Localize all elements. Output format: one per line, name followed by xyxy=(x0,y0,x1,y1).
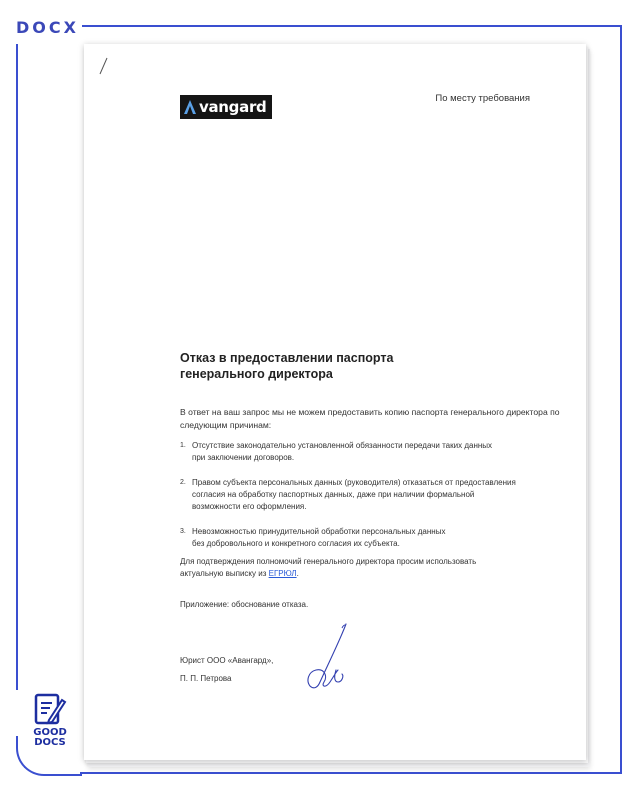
conclusion-line2 xyxy=(180,568,560,580)
frame-top-line xyxy=(82,25,622,27)
frame-right-line xyxy=(620,25,622,774)
good-docs-text-line2: DOCS xyxy=(34,737,66,748)
addressee: По месту требования xyxy=(435,93,530,104)
brand-logo-docx: DOCX xyxy=(16,18,79,37)
list-item-line: согласия на обработку паспортных данных, даже при наличии формальной xyxy=(192,490,475,499)
company-logo-text: vangard xyxy=(199,98,267,116)
signer-name: П. П. Петрова xyxy=(180,674,232,683)
company-logo xyxy=(180,95,272,119)
letter-page xyxy=(84,44,586,760)
list-item-line: Отсутствие законодательно установленной обязанности передачи таких данных xyxy=(192,441,493,450)
conclusion-period: . xyxy=(296,569,299,578)
reasons-list xyxy=(180,440,560,563)
frame-left-line xyxy=(16,44,18,704)
conclusion-line1: Для подтверждения полномочий генерального директора просим использовать xyxy=(180,557,477,566)
company-logo-mark-icon xyxy=(184,100,196,114)
frame-bottom-line xyxy=(80,772,622,774)
letter-conclusion xyxy=(180,556,560,580)
list-item-number: 3. xyxy=(180,528,186,535)
list-item-line: Невозможностью принудительной обработки персональных данных xyxy=(192,527,446,536)
list-item xyxy=(180,440,560,464)
list-item-line: возможности его оформления. xyxy=(192,502,307,511)
handwritten-signature xyxy=(296,620,356,694)
letter-title xyxy=(180,350,510,382)
signer-position: Юрист ООО «Авангард», xyxy=(180,656,274,665)
egrul-link[interactable]: ЕГРЮЛ xyxy=(268,569,297,578)
list-item xyxy=(180,477,560,513)
list-item xyxy=(180,526,560,550)
conclusion-line2-text: актуальную выписку из xyxy=(180,569,269,578)
good-docs-text-line1: GOOD xyxy=(33,727,67,738)
letter-title-line2: генерального директора xyxy=(180,367,333,381)
pen-stroke-mark xyxy=(98,56,110,76)
list-item-line: без добровольного и конкретного согласия их субъекта. xyxy=(192,539,400,548)
document-pen-icon xyxy=(33,692,67,728)
good-docs-logo xyxy=(26,692,74,748)
letter-title-line1: Отказ в предоставлении паспорта xyxy=(180,351,394,365)
list-item-number: 1. xyxy=(180,442,186,449)
attachment-note: Приложение: обоснование отказа. xyxy=(180,600,309,609)
list-item-number: 2. xyxy=(180,479,186,486)
list-item-line: Правом субъекта персональных данных (руководителя) отказаться от предоставления xyxy=(192,478,516,487)
letter-intro: В ответ на ваш запрос мы не можем предоставить копию паспорта генерального директора по следующим причинам: xyxy=(180,407,560,430)
list-item-line: при заключении договоров. xyxy=(192,453,295,462)
